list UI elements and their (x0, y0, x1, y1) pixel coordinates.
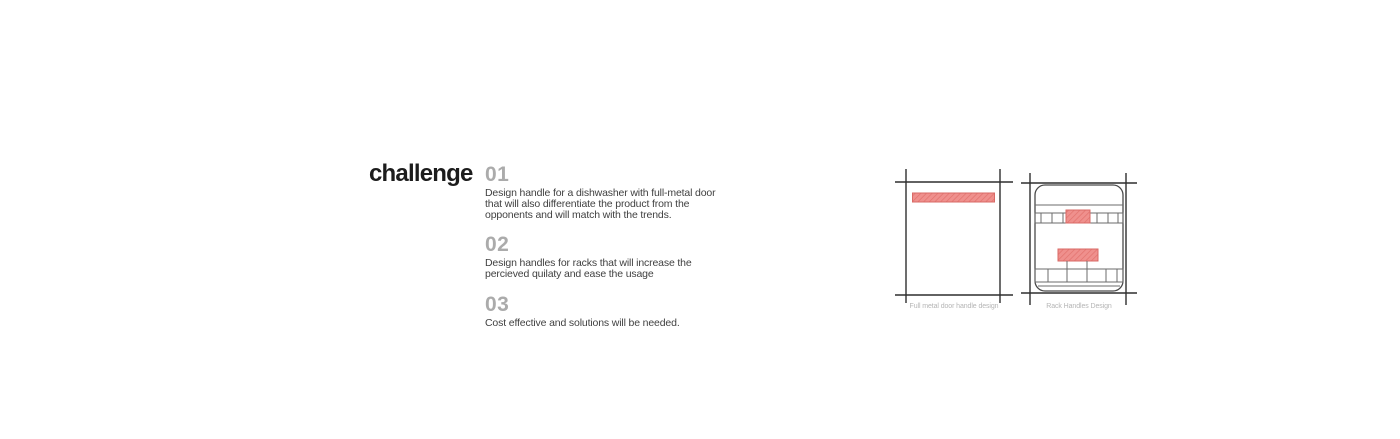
rack-handles-drawing (1018, 164, 1140, 314)
challenge-number: 03 (485, 293, 510, 316)
challenge-item-03 (485, 293, 725, 329)
door-handle-drawing (893, 164, 1015, 314)
challenge-number: 01 (485, 163, 510, 186)
challenge-description: Cost effective and solutions will be needed. (485, 317, 680, 329)
challenge-item-02 (485, 233, 725, 280)
challenge-description: Design handles for racks that will increase the percieved quilaty and ease the usage (485, 257, 692, 280)
challenge-item-01 (485, 163, 725, 221)
rack-handles-sketch-icon (1018, 164, 1140, 314)
challenge-description: Design handle for a dishwasher with full-metal door that will also differentiate the product from the opponents and will match with the trends. (485, 187, 716, 221)
door-handle-sketch-icon (893, 164, 1015, 314)
challenge-list (485, 163, 725, 341)
page-title: challenge (369, 160, 473, 187)
drawing-caption: Rack Handles Design (1046, 303, 1112, 310)
drawing-caption: Full metal door handle design (909, 303, 999, 310)
challenge-number: 02 (485, 233, 510, 256)
